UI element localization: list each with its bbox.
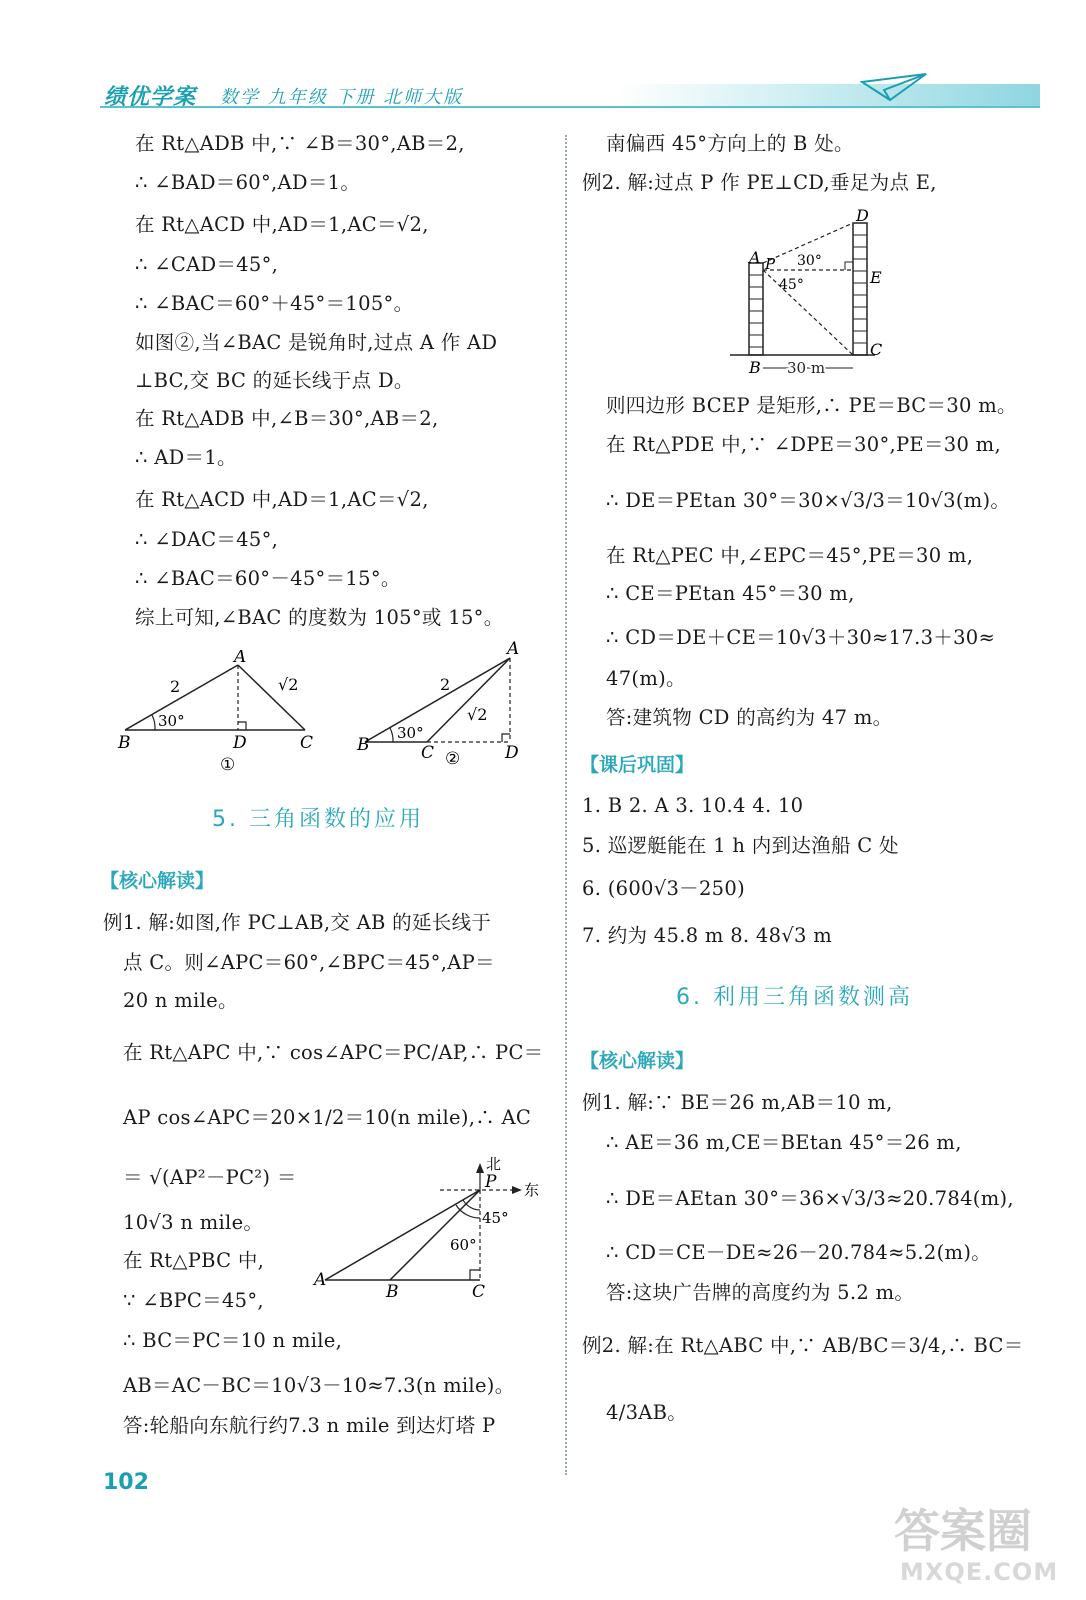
angle-60-label: 60° bbox=[450, 1236, 477, 1254]
angle-30-label: 30° bbox=[797, 253, 822, 269]
text-line: AB＝AC－BC＝10√3－10≈7.3(n mile)。 bbox=[123, 1374, 515, 1397]
text-line: ∵ ∠BPC＝45°, bbox=[123, 1289, 264, 1312]
text-line: 例2. 解:在 Rt△ABC 中,∵ AB/BC＝3/4,∴ BC＝ bbox=[582, 1334, 1024, 1357]
label-c: C bbox=[421, 743, 435, 763]
label-b: B bbox=[118, 733, 131, 753]
text-line: ∴ AE＝36 m,CE＝BEtan 45°＝26 m, bbox=[606, 1131, 962, 1154]
angle-45-label: 45° bbox=[482, 1209, 509, 1227]
section-tag: 【核心解读】 bbox=[100, 870, 215, 892]
text-line: 如图②,当∠BAC 是锐角时,过点 A 作 AD bbox=[135, 331, 498, 354]
section-title: 5. 三角函数的应用 bbox=[212, 807, 424, 832]
section-tag: 【课后巩固】 bbox=[580, 754, 695, 776]
text-line: 在 Rt△PEC 中,∠EPC＝45°,PE＝30 m, bbox=[606, 544, 974, 567]
watermark bbox=[890, 1495, 1059, 1586]
text-line: AP cos∠APC＝20×1/2＝10(n mile),∴ AC bbox=[123, 1106, 532, 1129]
text-line: 在 Rt△ACD 中,AD＝1,AC＝√2, bbox=[135, 488, 429, 511]
figure-number: ① bbox=[220, 755, 236, 775]
paper-plane-icon bbox=[860, 70, 930, 110]
answer-line: 6. (600√3－250) bbox=[582, 877, 745, 900]
text-line: 在 Rt△PBC 中, bbox=[123, 1249, 265, 1272]
brand-logo: 绩优学案 bbox=[104, 85, 197, 110]
angle-label: 30° bbox=[397, 724, 424, 742]
text-line: 答:轮船向东航行约7.3 n mile 到达灯塔 P bbox=[123, 1414, 496, 1437]
text-line: ⊥BC,交 BC 的延长线于点 D。 bbox=[135, 369, 414, 392]
text-line: 综上可知,∠BAC 的度数为 105°或 15°。 bbox=[135, 606, 504, 629]
angle-label: 30° bbox=[158, 712, 185, 730]
text-line: 在 Rt△APC 中,∵ cos∠APC＝PC/AP,∴ PC＝ bbox=[123, 1041, 544, 1064]
page-number: 102 bbox=[103, 1470, 149, 1495]
text-line: ∴ AD＝1。 bbox=[135, 446, 237, 469]
text-line: 答:建筑物 CD 的高约为 47 m。 bbox=[606, 706, 893, 729]
text-line: ∴ DE＝PEtan 30°＝30×√3/3＝10√3(m)。 bbox=[606, 489, 1011, 512]
label-b: B bbox=[749, 358, 761, 377]
east-label: 东 bbox=[524, 1181, 540, 1199]
distance-label: 30 m bbox=[787, 359, 826, 377]
angle-45-label: 45° bbox=[779, 277, 804, 293]
north-label: 北 bbox=[486, 1155, 502, 1173]
text-line: ∴ ∠BAD＝60°,AD＝1。 bbox=[135, 171, 361, 194]
side-ab-label: 2 bbox=[170, 677, 181, 696]
label-d: D bbox=[505, 743, 519, 763]
figure-number: ② bbox=[445, 749, 461, 769]
text-line: 10√3 n mile。 bbox=[123, 1211, 264, 1234]
text-line: ∴ ∠BAC＝60°＋45°＝105°。 bbox=[135, 292, 414, 315]
text-line: ∴ DE＝AEtan 30°＝36×√3/3≈20.784(m), bbox=[606, 1187, 1014, 1210]
label-a: A bbox=[314, 1270, 327, 1290]
text-line: ∴ ∠DAC＝45°, bbox=[135, 528, 279, 551]
section-title: 6. 利用三角函数测高 bbox=[676, 985, 913, 1010]
book-subtitle: 数学 九年级 下册 北师大版 bbox=[220, 87, 464, 108]
side-ac-label: √2 bbox=[467, 705, 488, 724]
text-line: ∴ ∠CAD＝45°, bbox=[135, 253, 279, 276]
answer-line: 5. 巡逻艇能在 1 h 内到达渔船 C 处 bbox=[582, 834, 899, 857]
label-d: D bbox=[233, 733, 247, 753]
text-line: 例1. 解:如图,作 PC⊥AB,交 AB 的延长线于 bbox=[103, 911, 492, 934]
label-c: C bbox=[870, 340, 883, 359]
label-a: A bbox=[507, 640, 520, 659]
text-line: 47(m)。 bbox=[606, 667, 686, 690]
text-line: 点 C。则∠APC＝60°,∠BPC＝45°,AP＝ bbox=[123, 951, 495, 974]
watermark-logo-icon bbox=[890, 1495, 1040, 1565]
text-line: 答:这块广告牌的高度约为 5.2 m。 bbox=[606, 1281, 915, 1304]
watermark-text: MXQE.COM bbox=[900, 1558, 1059, 1586]
label-b: B bbox=[386, 1282, 399, 1300]
text-line: 南偏西 45°方向上的 B 处。 bbox=[606, 132, 854, 155]
text-line: ∴ BC＝PC＝10 n mile, bbox=[123, 1329, 343, 1352]
label-p: P bbox=[485, 1172, 497, 1192]
text-line: 例1. 解:∵ BE＝26 m,AB＝10 m, bbox=[582, 1091, 893, 1114]
text-line: 在 Rt△ACD 中,AD＝1,AC＝√2, bbox=[135, 213, 429, 236]
answer-line: 7. 约为 45.8 m 8. 48√3 m bbox=[582, 924, 833, 947]
label-d: D bbox=[856, 206, 869, 225]
text-line: 4/3AB。 bbox=[606, 1401, 688, 1424]
watermark-glyph: 答案圈 bbox=[894, 1504, 1032, 1558]
column-divider bbox=[565, 135, 567, 1475]
label-b: B bbox=[357, 735, 370, 755]
label-a: A bbox=[749, 248, 761, 267]
text-line: ∴ CE＝PEtan 45°＝30 m, bbox=[606, 582, 855, 605]
text-line: 在 Rt△PDE 中,∵ ∠DPE＝30°,PE＝30 m, bbox=[606, 433, 1001, 456]
figure-3-navigation bbox=[310, 1155, 545, 1300]
text-line: ∴ CD＝CE－DE≈26－20.784≈5.2(m)。 bbox=[606, 1241, 992, 1264]
answer-line: 1. B 2. A 3. 10.4 4. 10 bbox=[582, 794, 804, 817]
text-line: 在 Rt△ADB 中,∠B＝30°,AB＝2, bbox=[135, 407, 439, 430]
text-line: 20 n mile。 bbox=[123, 989, 238, 1012]
figure-2-triangle bbox=[355, 640, 535, 770]
section-tag: 【核心解读】 bbox=[580, 1050, 695, 1072]
figure-1-triangle bbox=[110, 650, 320, 775]
label-c: C bbox=[300, 733, 314, 753]
side-ab-label: 2 bbox=[440, 675, 451, 694]
text-line: ＝ √(AP²－PC²) ＝ bbox=[123, 1166, 297, 1189]
text-line: 则四边形 BCEP 是矩形,∴ PE＝BC＝30 m。 bbox=[606, 394, 1017, 417]
text-line: 例2. 解:过点 P 作 PE⊥CD,垂足为点 E, bbox=[582, 171, 937, 194]
page-header bbox=[0, 70, 1086, 120]
label-a: A bbox=[234, 650, 247, 667]
figure-4-buildings bbox=[725, 205, 905, 385]
side-ac-label: √2 bbox=[278, 675, 299, 694]
label-c: C bbox=[472, 1282, 486, 1300]
label-e: E bbox=[870, 268, 882, 287]
text-line: ∴ CD＝DE＋CE＝10√3＋30≈17.3＋30≈ bbox=[606, 626, 996, 649]
label-p: P bbox=[765, 255, 776, 273]
text-line: 在 Rt△ADB 中,∵ ∠B＝30°,AB＝2, bbox=[135, 132, 465, 155]
text-line: ∴ ∠BAC＝60°－45°＝15°。 bbox=[135, 567, 401, 590]
